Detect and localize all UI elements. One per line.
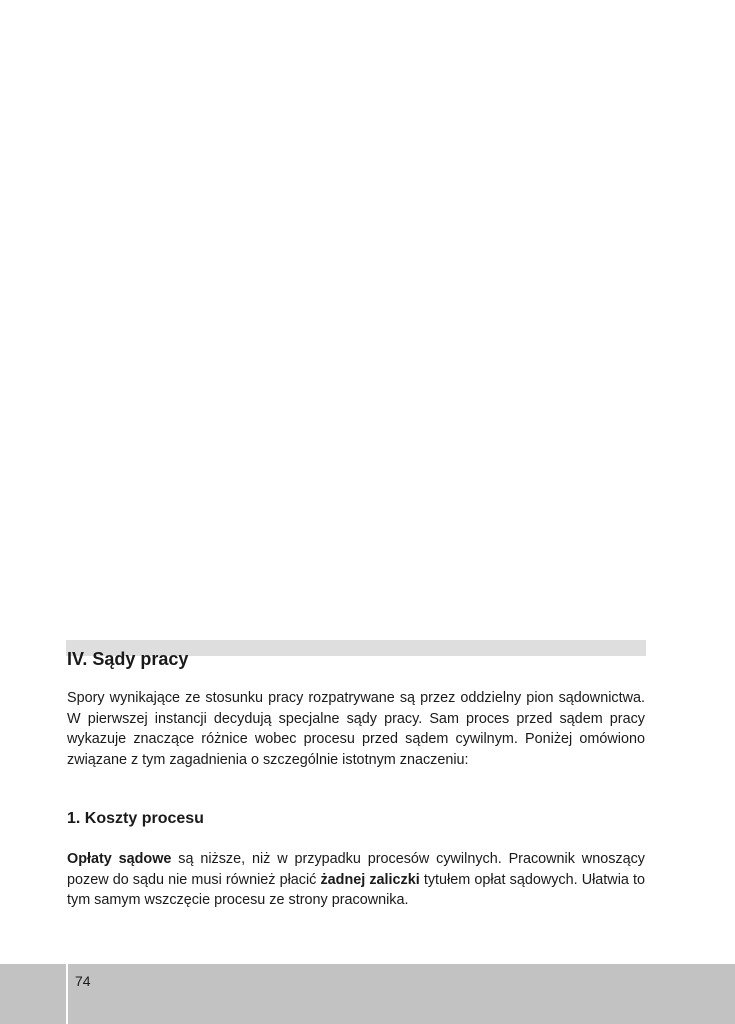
- court-fees-text-2: tytułem opłat sądowych. Ułatwia to tym samym wszczęcie procesu ze strony pracownika.: [67, 871, 645, 908]
- page-footer: [0, 964, 735, 1024]
- court-fees-paragraph: [67, 849, 645, 911]
- footer-divider: [66, 964, 68, 1024]
- chapter-intro-paragraph: Spory wynikające ze stosunku pracy rozpatrywane są przez oddzielny pion sądownictwa. W pierwszej instancji decydują specjalne sądy pracy. Sam proces przed sądem pracy wykazuje znaczące różnice wobec procesu przed sądem cywilnym. Poniżej omówiono związane z tym zagadnienia o szczególnie istotnym znaczeniu:: [67, 690, 645, 768]
- no-advance-emphasis: żadnej zaliczki: [320, 871, 420, 888]
- page-number: 74: [75, 973, 91, 989]
- court-fees-text-1: są niższe, niż w przypadku procesów cywilnych. Pracownik wnoszący pozew do sądu nie musi również płacić: [67, 851, 645, 888]
- chapter-title: IV. Sądy pracy: [67, 649, 189, 669]
- court-fees-emphasis: Opłaty sądowe: [67, 851, 172, 867]
- section-title: 1. Koszty procesu: [67, 810, 204, 827]
